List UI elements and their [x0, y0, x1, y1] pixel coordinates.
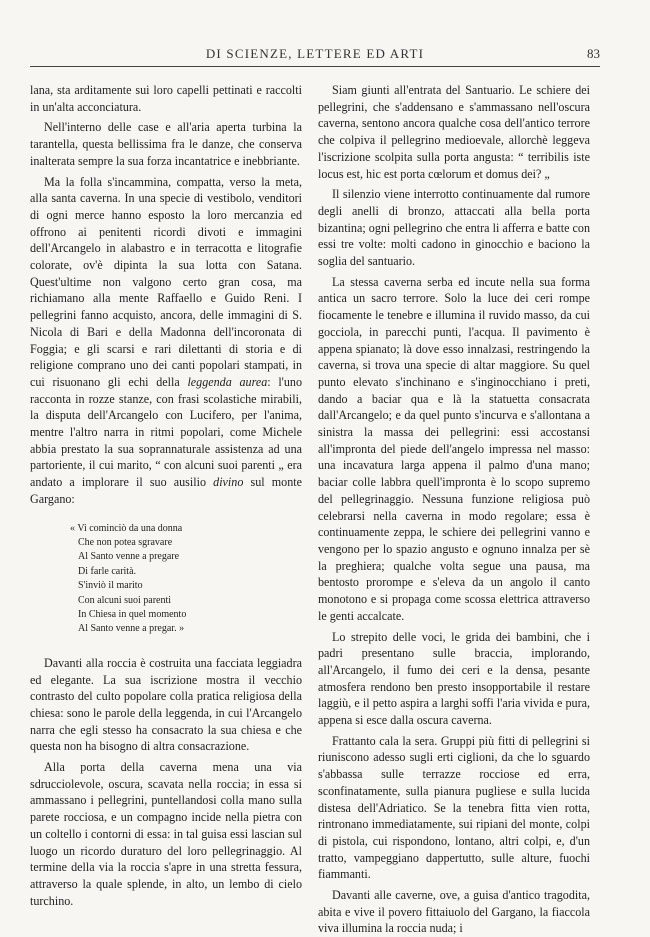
- paragraph-text: sul monte Gargano:: [30, 475, 302, 506]
- italic-term: leggenda aurea: [187, 374, 268, 389]
- poem-line: In Chiesa in quel momento: [78, 609, 187, 621]
- poem-line: Di farle carità.: [78, 565, 137, 577]
- paragraph: Alla porta della caverna mena una via sdrucciolevole, oscura, scavata nella roccia; in essa si ammassano i pellegrini, puntellandosi colla mano sulla parete rocciosa, e un compagno incide nella pietra con un coltello i contorni di essa: in tal guisa essi lascian sul luogo un ricordo duraturo del loro pellegrinaggio. Al termine della via la roccia s'apre in una stretta fessura, attraverso la quale splende, in alto, un lembo di cielo turchino.: [30, 760, 302, 908]
- poem-line: Al Santo venne a pregar. »: [78, 623, 185, 635]
- right-column: [318, 82, 590, 937]
- running-header: [30, 44, 600, 67]
- paragraph: Il silenzio viene interrotto continuamente dal rumore degli anelli di bronzo, attaccati alla bella porta bizantina; ogni pellegrino che entra li afferra e batte con essi tre volte: molti cadono in ginocchio e baciono la soglia del santuario.: [318, 187, 590, 269]
- paragraph-text: : l'uno racconta in rozze stanze, con frasi scolastiche mirabili, la disputa dell'Arcangelo con Lucifero, per l'anima, mentre l'altro narra in ritmi popolari, come Michele abbia prestato la sua soprannaturale assistenza ad una partoriente, il cui marito, “ con alcuni suoi parenti „ era andato a implorare il suo ausilio: [30, 374, 302, 490]
- paragraph: Siam giunti all'entrata del Santuario. Le schiere dei pellegrini, che s'addensano e s'ammassano nell'oscura caverna, sentono ancora qualche cosa dell'antico terrore che colpiva il pellegrino medioevale, allorchè leggeva l'iscrizione scolpita sulla porta angusta: “ terribilis iste locus est, hic est porta cœlorum et domus dei? „: [318, 83, 590, 181]
- paragraph: [30, 174, 302, 508]
- poem-line: S'inviò il marito: [78, 580, 143, 592]
- paragraph: lana, sta arditamente sui loro capelli pettinati e raccolti in un'alta acconciatura.: [30, 83, 302, 114]
- poem-line: Che non potea sgravare: [78, 536, 173, 548]
- journal-title: DI SCIENZE, LETTERE ED ARTI: [205, 46, 425, 61]
- paragraph: La stessa caverna serba ed incute nella sua forma antica un sacro terrore. Solo la luce dei ceri rompe fiocamente le tenebre e illumina il ruvido masso, da cui gocciola, in parecchi punti, l'acqua. Il pavimento è appena spianato; là dove esso innalzasi, restringendo la caverna, si trova una specie di altar maggiore. Su quel punto elevato s'inchinano e s'inginocchiano i preti, dando a baciar qua e là la statuetta consacrata dall'Arcangelo; e da quel punto s'incurva e s'allontana a sinistra la massa dei pellegrini: essi accostansi all'impronta del piede dell'angelo impressa nel masso: una incavatura larga appena il palmo d'una mano; baciar colle labbra quell'impronta è lo scopo supremo del pellegrinaggio. Nessuna funzione religiosa può celebrarsi nella caverna in modo regolare; essa è continuamente zeppa, le schiere dei pellegrini vanno e vengono per lo spazio angusto e ognuno innalza per sè la preghiera; qualche volta segue una pausa, ma bentosto prorompe e s'eleva da un angolo il canto monotono e si propaga come scossa elettrica attraverso le genti accalcate.: [318, 274, 590, 623]
- paragraph: Davanti alla roccia è costruita una facciata leggiadra ed elegante. La sua iscrizione mostra il vecchio contrasto del culto popolare colla pratica religiosa della chiesa: sono le parole della leggenda, in cui l'Arcangelo narra che egli stesso ha consacrato la sua chiesa e che questa non ha bisogno di altra consacrazione.: [30, 655, 302, 754]
- poem-quote: [70, 522, 302, 637]
- poem-line: Con alcuni suoi parenti: [78, 594, 172, 606]
- left-column: [30, 82, 302, 909]
- paragraph: Frattanto cala la sera. Gruppi più fitti di pellegrini si riuniscono adesso sugli erti ciglioni, da che lo sguardo s'abbassa sulle terrazze rocciose ed erra, sconfinatamente, sulla pianura pugliese e sulla lucida distesa dell'Adriatico. Se la tenebra fitta vien rotta, rintronano immediatamente, sui ripiani del monte, colpi di pistola, cui rispondono, lontano, altri colpi, e, d'un tratto, vampeggiano dappertutto, sulle alture, fuochi fiammanti.: [318, 733, 590, 882]
- italic-term: divino: [213, 475, 244, 490]
- paragraph: Lo strepito delle voci, le grida dei bambini, che i padri presentano sulle braccia, implorando, all'Arcangelo, il fumo dei ceri e la densa, pesante atmosfera rendono ben presto insopportabile il restare laggiù, e il petto aspira a larghi soffi l'aria vivida e pura, appena si esce dalla oscura caverna.: [318, 629, 590, 728]
- paragraph-text: Ma la folla s'incammina, compatta, verso la meta, alla santa caverna. In una specie di vestibolo, venditori di ogni merce hanno esposto la loro mercanzia ed offrono ai penitenti ricordi divoti e immagini dell'Arcangelo in alabastro e in terracotta e litografie colorate, ov'è dipinta la sua lotta con Satana. Quest'ultime non valgono certo gran cosa, ma richiamano alla mente Raffaello e Guido Reni. I pellegrini fanno acquisto, ancora, delle immagini di S. Nicola di Bari e della Madonna dell'incoronata di Foggia; e gli scarsi e rari dilettanti di storia e di religione comprano uno dei canti popolari stampati, in cui risuonano gli echi della: [30, 174, 302, 389]
- paragraph: Nell'interno delle case e all'aria aperta turbina la tarantella, questa bellissima fra le danze, che conserva inalterata sempre la sua forza incantatrice e inebbriante.: [30, 120, 302, 168]
- page-number: 83: [587, 46, 600, 61]
- poem-line: « Vi cominciò da una donna: [70, 522, 183, 534]
- poem-line: Al Santo venne a pregare: [78, 551, 180, 563]
- paragraph: Davanti alle caverne, ove, a guisa d'antico tragodita, abita e vive il povero fittaiuolo del Gargano, la fiaccola viva illumina la roccia nuda; i: [318, 888, 590, 936]
